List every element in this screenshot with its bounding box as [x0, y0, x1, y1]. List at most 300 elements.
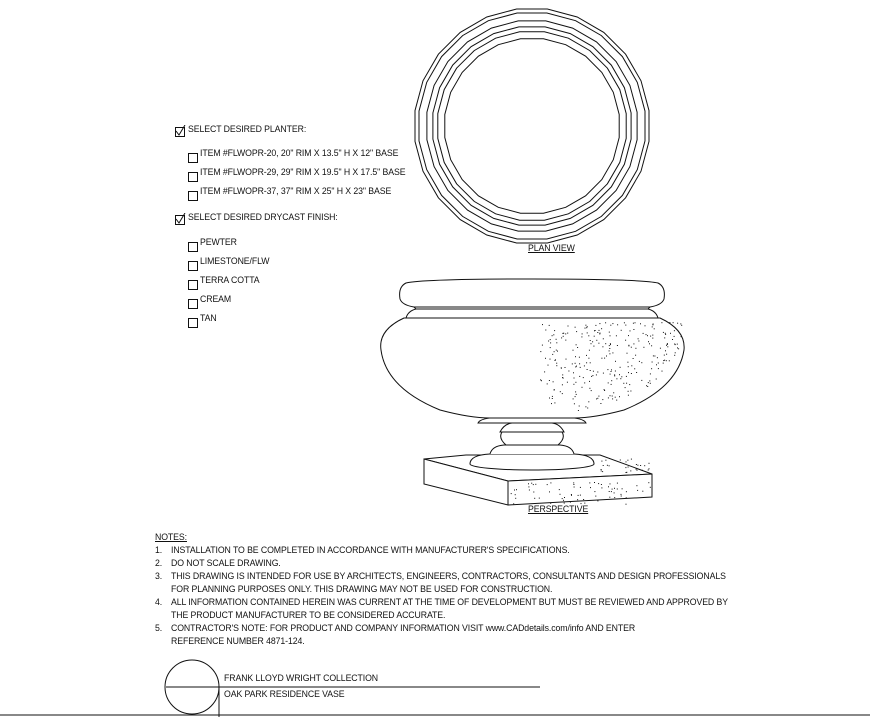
stipple-dot	[592, 341, 593, 342]
stipple-dot	[549, 325, 550, 326]
stipple-dot	[667, 346, 668, 347]
stipple-dot	[576, 344, 577, 345]
stipple-dot	[631, 347, 632, 348]
stipple-dot	[562, 393, 563, 394]
plan-view	[415, 9, 649, 243]
stipple-dot	[649, 463, 650, 464]
note-text: INSTALLATION TO BE COMPLETED IN ACCORDANCE WITH MANUFACTURER'S SPECIFICATIONS.	[171, 545, 570, 556]
stipple-dot	[612, 398, 613, 399]
stipple-dot	[556, 350, 557, 351]
stipple-dot	[630, 391, 631, 392]
stipple-dot	[633, 358, 634, 359]
stipple-dot	[608, 382, 609, 383]
finish-option-checkbox-5[interactable]	[188, 318, 198, 328]
stipple-dot	[589, 350, 590, 351]
stipple-dot	[582, 333, 583, 334]
stipple-dot	[576, 394, 577, 395]
stipple-dot	[652, 362, 653, 363]
stipple-dot	[576, 331, 577, 332]
stipple-dot	[562, 384, 563, 385]
stipple-dot	[550, 347, 551, 348]
stipple-dot	[562, 374, 563, 375]
perspective-label: PERSPECTIVE	[528, 504, 589, 515]
stipple-dot	[623, 383, 624, 384]
stipple-dot	[649, 468, 650, 469]
stipple-dot	[582, 387, 583, 388]
stipple-dot	[591, 343, 592, 344]
stipple-dot	[545, 358, 546, 359]
stipple-dot	[620, 378, 621, 379]
stipple-dot	[556, 363, 557, 364]
stipple-dot	[616, 335, 617, 336]
planter-heading: SELECT DESIRED PLANTER:	[188, 124, 307, 135]
planter-option-label-1: ITEM #FLWOPR-20, 20" RIM X 13.5" H X 12" BASE	[200, 148, 399, 159]
plan-ring	[433, 27, 631, 225]
stipple-dot	[661, 322, 662, 323]
stipple-dot	[638, 341, 639, 342]
stipple-dot	[675, 352, 676, 353]
note-text-continued: FOR PLANNING PURPOSES ONLY. THIS DRAWING MAY NOT BE USED FOR CONSTRUCTION.	[171, 584, 553, 595]
perspective-vase	[381, 279, 684, 505]
stipple-dot	[573, 398, 574, 399]
title-collection: FRANK LLOYD WRIGHT COLLECTION	[224, 673, 379, 684]
note-number: 4.	[155, 597, 163, 608]
stipple-dot	[544, 371, 545, 372]
stipple-dot	[566, 359, 567, 360]
stipple-dot	[559, 489, 560, 490]
stipple-dot	[674, 355, 675, 356]
stipple-dot	[678, 348, 679, 349]
stipple-dot	[605, 460, 606, 461]
stipple-dot	[609, 345, 610, 346]
stipple-dot	[597, 500, 598, 501]
stipple-dot	[608, 397, 609, 398]
stipple-dot	[552, 354, 553, 355]
stipple-dot	[621, 330, 622, 331]
stipple-dot	[640, 323, 641, 324]
stipple-dot	[631, 459, 632, 460]
stipple-dot	[639, 361, 640, 362]
stipple-dot	[609, 332, 610, 333]
stipple-dot	[550, 482, 551, 483]
stipple-dot	[628, 395, 629, 396]
stipple-dot	[540, 351, 541, 352]
stipple-dot	[640, 465, 641, 466]
note-number: 5.	[155, 623, 163, 634]
stipple-dot	[644, 465, 645, 466]
stipple-dot	[542, 324, 543, 325]
stipple-dot	[627, 362, 628, 363]
stipple-dot	[628, 366, 629, 367]
stipple-dot	[573, 350, 574, 351]
stipple-dot	[614, 374, 615, 375]
stipple-dot	[598, 483, 599, 484]
plan-ring	[427, 21, 637, 231]
stipple-dot	[666, 354, 667, 355]
stipple-dot	[533, 492, 534, 493]
stipple-dot	[656, 364, 657, 365]
stipple-dot	[554, 330, 555, 331]
stipple-dot	[665, 334, 666, 335]
stipple-dot	[590, 487, 591, 488]
stipple-dot	[630, 470, 631, 471]
finish-heading-checkbox[interactable]	[175, 215, 185, 225]
stipple-dot	[577, 499, 578, 500]
stipple-dot	[594, 482, 595, 483]
stipple-dot	[580, 495, 581, 496]
stipple-dot	[557, 351, 558, 352]
finish-option-checkbox-2[interactable]	[188, 261, 198, 271]
stipple-dot	[553, 334, 554, 335]
stipple-dot	[564, 497, 565, 498]
finish-option-label-3: TERRA COTTA	[200, 275, 260, 286]
note-text: DO NOT SCALE DRAWING.	[171, 558, 281, 569]
stipple-dot	[630, 330, 631, 331]
stipple-dot	[621, 494, 622, 495]
stipple-dot	[539, 498, 540, 499]
stipple-dot	[635, 322, 636, 323]
stipple-dot	[601, 328, 602, 329]
stipple-dot	[660, 348, 661, 349]
stipple-dot	[588, 401, 589, 402]
stipple-dot	[568, 326, 569, 327]
stipple-dot	[554, 389, 555, 390]
stipple-dot	[610, 344, 611, 345]
note-text: CONTRACTOR'S NOTE: FOR PRODUCT AND COMPANY INFORMATION VISIT www.CADdetails.com/info AND ENTER	[171, 623, 636, 634]
stipple-dot	[561, 337, 562, 338]
stipple-dot	[588, 358, 589, 359]
stipple-dot	[648, 341, 649, 342]
stipple-dot	[629, 384, 630, 385]
stipple-dot	[621, 376, 622, 377]
stipple-dot	[552, 398, 553, 399]
stipple-dot	[602, 399, 603, 400]
stipple-dot	[570, 502, 571, 503]
note-text-continued: REFERENCE NUMBER 4871-124.	[171, 636, 305, 647]
planter-option-label-3: ITEM #FLWOPR-37, 37" RIM X 25" H X 23" BASE	[200, 186, 392, 197]
stipple-dot	[648, 482, 649, 483]
stipple-dot	[579, 376, 580, 377]
stipple-dot	[581, 336, 582, 337]
stipple-dot	[681, 336, 682, 337]
stipple-dot	[609, 497, 610, 498]
finish-option-label-1: PEWTER	[200, 237, 237, 248]
stipple-dot	[567, 333, 568, 334]
stipple-dot	[594, 330, 595, 331]
stipple-dot	[650, 383, 651, 384]
stipple-dot	[551, 403, 552, 404]
stipple-dot	[612, 489, 613, 490]
stipple-dot	[591, 390, 592, 391]
stipple-dot	[666, 360, 667, 361]
stipple-dot	[625, 325, 626, 326]
stipple-dot	[563, 378, 564, 379]
stipple-dot	[578, 410, 579, 411]
stipple-dot	[652, 326, 653, 327]
planter-option-checkbox-3[interactable]	[188, 191, 198, 201]
stipple-dot	[545, 330, 546, 331]
stipple-dot	[598, 396, 599, 397]
note-text: THIS DRAWING IS INTENDED FOR USE BY ARCHITECTS, ENGINEERS, CONTRACTORS, CONSULTANTS AND DESIGN PROFESSIONALS	[171, 571, 726, 582]
stipple-dot	[677, 347, 678, 348]
stipple-dot	[677, 344, 678, 345]
planter-heading-checkbox[interactable]	[175, 127, 185, 137]
stipple-dot	[645, 325, 646, 326]
rim-cap	[400, 279, 665, 307]
stipple-dot	[560, 494, 561, 495]
stipple-dot	[622, 488, 623, 489]
stipple-dot	[535, 484, 536, 485]
stipple-dot	[553, 381, 554, 382]
stipple-dot	[651, 345, 652, 346]
stipple-dot	[628, 467, 629, 468]
stipple-dot	[642, 491, 643, 492]
stipple-dot	[626, 497, 627, 498]
stipple-dot	[574, 378, 575, 379]
stipple-dot	[681, 325, 682, 326]
stipple-dot	[625, 467, 626, 468]
stipple-dot	[565, 340, 566, 341]
stipple-dot	[611, 384, 612, 385]
stipple-dot	[563, 333, 564, 334]
stipple-dot	[603, 338, 604, 339]
stipple-dot	[664, 337, 665, 338]
stipple-dot	[624, 322, 625, 323]
stipple-dot	[617, 489, 618, 490]
stipple-dot	[575, 327, 576, 328]
stipple-dot	[615, 397, 616, 398]
bowl	[381, 318, 684, 418]
stipple-dot	[589, 482, 590, 483]
stipple-dot	[642, 470, 643, 471]
stipple-dot	[617, 324, 618, 325]
stipple-dot	[513, 503, 514, 504]
stipple-dot	[636, 464, 637, 465]
stipple-dot	[665, 350, 666, 351]
stipple-dot	[680, 323, 681, 324]
stipple-dot	[636, 469, 637, 470]
stipple-dot	[590, 362, 591, 363]
stipple-dot	[615, 371, 616, 372]
stipple-dot	[529, 490, 530, 491]
stipple-dot	[588, 335, 589, 336]
stipple-dot	[599, 330, 600, 331]
stipple-dot	[646, 385, 647, 386]
stipple-dot	[648, 382, 649, 383]
stipple-dot	[621, 496, 622, 497]
stipple-dot	[610, 343, 611, 344]
stipple-dot	[664, 355, 665, 356]
stipple-dot	[592, 375, 593, 376]
stipple-dot	[610, 335, 611, 336]
stipple-dot	[584, 365, 585, 366]
stipple-dot	[617, 483, 618, 484]
plan-ring	[419, 13, 645, 239]
stipple-dot	[628, 345, 629, 346]
stipple-dot	[611, 491, 612, 492]
stipple-dot	[579, 357, 580, 358]
stipple-dot	[670, 333, 671, 334]
stipple-dot	[626, 376, 627, 377]
stipple-dot	[605, 343, 606, 344]
stipple-dot	[625, 387, 626, 388]
title-block-lines	[0, 660, 870, 717]
stipple-dot	[580, 487, 581, 488]
stipple-dot	[573, 384, 574, 385]
stipple-dot	[653, 324, 654, 325]
stipple-dot	[633, 329, 634, 330]
stipple-dot	[649, 343, 650, 344]
finish-option-label-4: CREAM	[200, 294, 232, 305]
stipple-dot	[605, 322, 606, 323]
stipple-dot	[656, 379, 657, 380]
stipple-dot	[609, 458, 610, 459]
stipple-dot	[568, 371, 569, 372]
stipple-dot	[575, 366, 576, 367]
stipple-dot	[672, 339, 673, 340]
stipple-dot	[674, 344, 675, 345]
stipple-dot	[573, 482, 574, 483]
stipple-dot	[654, 356, 655, 357]
stipple-dot	[649, 380, 650, 381]
planter-option-checkbox-1[interactable]	[188, 153, 198, 163]
rim-lip	[406, 309, 658, 318]
note-number: 3.	[155, 571, 163, 582]
stipple-dot	[604, 390, 605, 391]
stipple-dot	[547, 383, 548, 384]
stipple-dot	[663, 363, 664, 364]
stipple-dot	[514, 490, 515, 491]
stipple-dot	[549, 398, 550, 399]
finish-option-checkbox-1[interactable]	[188, 242, 198, 252]
stipple-dot	[646, 334, 647, 335]
stipple-dot	[601, 358, 602, 359]
note-text-continued: THE PRODUCT MANUFACTURER TO BE CONSIDERED ACCURATE.	[171, 610, 446, 621]
stipple-dot	[549, 380, 550, 381]
stipple-dot	[663, 332, 664, 333]
planter-option-checkbox-2[interactable]	[188, 172, 198, 182]
stipple-dot	[612, 323, 613, 324]
stipple-dot	[643, 333, 644, 334]
stipple-dot	[613, 392, 614, 393]
stipple-dot	[584, 382, 585, 383]
finish-option-checkbox-4[interactable]	[188, 299, 198, 309]
stipple-dot	[633, 323, 634, 324]
stipple-dot	[561, 368, 562, 369]
stipple-dot	[669, 360, 670, 361]
notes-title: NOTES:	[155, 532, 187, 543]
stipple-dot	[591, 376, 592, 377]
stipple-dot	[602, 471, 603, 472]
stipple-dot	[590, 340, 591, 341]
stipple-dot	[515, 494, 516, 495]
stipple-dot	[589, 388, 590, 389]
stipple-dot	[575, 356, 576, 357]
stipple-dot	[677, 323, 678, 324]
stipple-dot	[594, 336, 595, 337]
stipple-dot	[573, 484, 574, 485]
stipple-dot	[562, 498, 563, 499]
stipple-dot	[652, 335, 653, 336]
stipple-dot	[637, 490, 638, 491]
stipple-dot	[540, 379, 541, 380]
stipple-dot	[647, 335, 648, 336]
stipple-dot	[637, 470, 638, 471]
stipple-dot	[563, 336, 564, 337]
stipple-dot	[614, 497, 615, 498]
stipple-dot	[601, 469, 602, 470]
stipple-dot	[604, 358, 605, 359]
stipple-dot	[626, 383, 627, 384]
stipple-dot	[612, 352, 613, 353]
stipple-dot	[596, 374, 597, 375]
finish-option-label-5: TAN	[200, 313, 217, 324]
stipple-dot	[574, 487, 575, 488]
stipple-dot	[669, 322, 670, 323]
stipple-dot	[650, 373, 651, 374]
stipple-dot	[601, 487, 602, 488]
stipple-dot	[634, 368, 635, 369]
stipple-dot	[606, 356, 607, 357]
stipple-dot	[598, 343, 599, 344]
stipple-dot	[593, 371, 594, 372]
stipple-dot	[587, 332, 588, 333]
stipple-dot	[590, 370, 591, 371]
stipple-dot	[674, 336, 675, 337]
stipple-dot	[674, 330, 675, 331]
stipple-dot	[626, 504, 627, 505]
stipple-dot	[601, 484, 602, 485]
stipple-dot	[585, 328, 586, 329]
stipple-dot	[614, 375, 615, 376]
stipple-dot	[575, 382, 576, 383]
stipple-dot	[572, 363, 573, 364]
stipple-dot	[628, 391, 629, 392]
stipple-dot	[650, 487, 651, 488]
plan-ring	[415, 9, 649, 243]
stipple-dot	[515, 498, 516, 499]
stipple-dot	[636, 372, 637, 373]
stipple-dot	[641, 362, 642, 363]
stipple-dot	[653, 355, 654, 356]
stipple-dot	[554, 402, 555, 403]
note-number: 2.	[155, 558, 163, 569]
stipple-dot	[610, 374, 611, 375]
stipple-dot	[609, 353, 610, 354]
stipple-dot	[602, 346, 603, 347]
finish-option-checkbox-3[interactable]	[188, 280, 198, 290]
stipple-dot	[654, 328, 655, 329]
stipple-dot	[610, 325, 611, 326]
stipple-dot	[595, 496, 596, 497]
stipple-dot	[631, 373, 632, 374]
stipple-dot	[612, 396, 613, 397]
plan-ring	[445, 39, 619, 213]
stipple-dot	[542, 345, 543, 346]
stipple-dot	[615, 361, 616, 362]
stipple-dot	[599, 323, 600, 324]
plan-ring	[438, 32, 626, 220]
stipple-dot	[614, 492, 615, 493]
stipple-dot	[604, 389, 605, 390]
stipple-dot	[560, 391, 561, 392]
stipple-dot	[531, 483, 532, 484]
stipple-dot	[627, 460, 628, 461]
stipple-dot	[567, 382, 568, 383]
stipple-dot	[631, 365, 632, 366]
stipple-dot	[657, 357, 658, 358]
finish-heading: SELECT DESIRED DRYCAST FINISH:	[188, 212, 338, 223]
